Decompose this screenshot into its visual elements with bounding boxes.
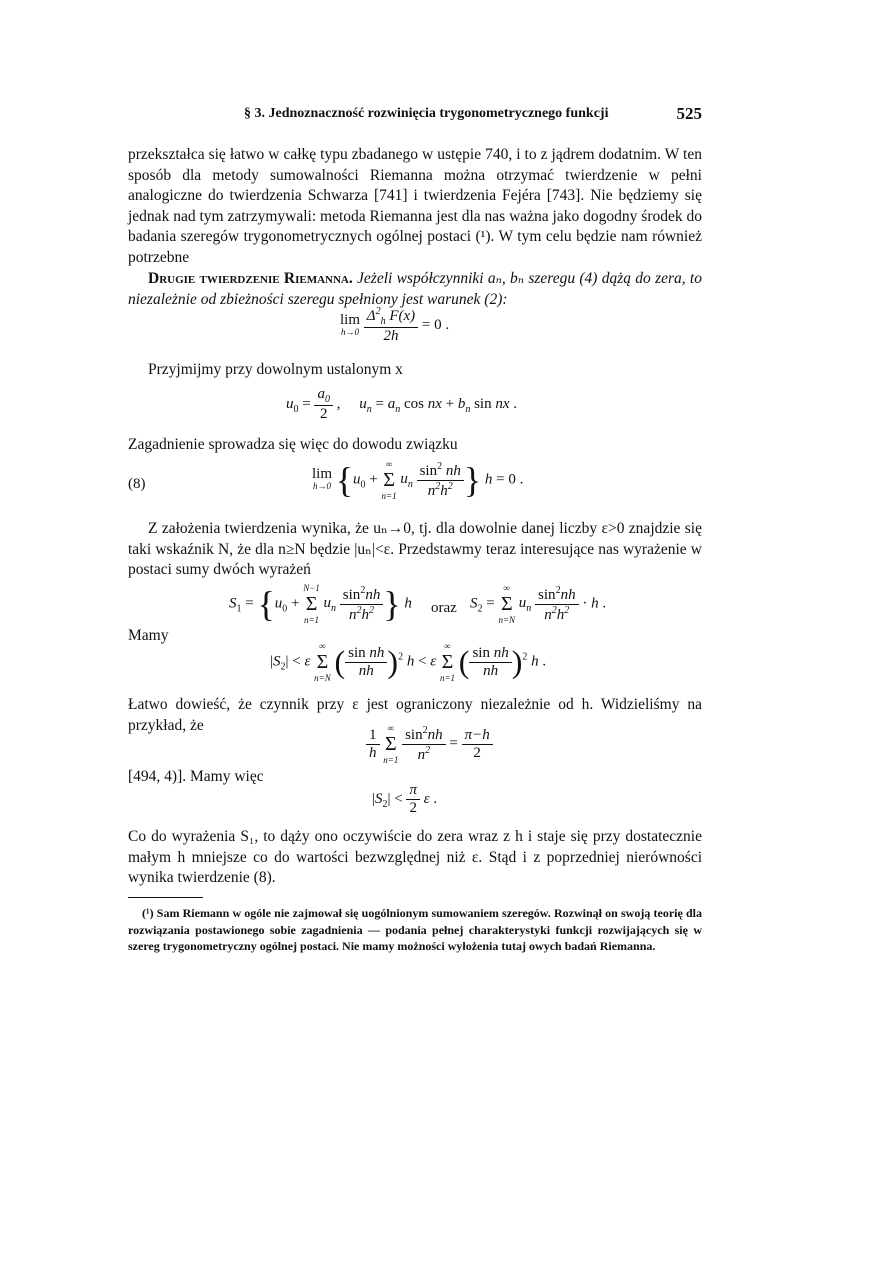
paragraph-conclusion: Co do wyrażenia S₁, to dąży ono oczywiście do zera wraz z h i staje się przy dostatecznie małym h mniejsze co do wartości bezwzględnej niż ε. Stąd i z poprzedniej nierówności wynika twierdzenie (8).: [128, 828, 702, 886]
section-title: § 3. Jednoznaczność rozwinięcia trygonometrycznego funkcji: [244, 106, 609, 121]
equation-limit-condition: lim h→0 $\frac{\Delta^2_h F(x)}{2h}$ = 0 .: [340, 306, 450, 344]
paragraph-przyjmijmy: Przyjmijmy przy dowolnym ustalonym x: [148, 361, 403, 378]
word-oraz: oraz: [431, 600, 457, 616]
equation-sum-identity: $\frac{1}{h}$ ∞ Σ n=1 $\frac{\sin^2nh}{n^2}$ = $\frac{\pi-h}{2}$: [366, 722, 493, 766]
equation-s2: $S_2$ = ∞ Σ n=N $u_n$ $\frac{\sin^2nh}{n^2h^2}$ · h .: [470, 583, 607, 625]
equation-s1: $S_1 = \{u_0$ + N−1 Σ n=1 $u_n$ $\frac{\sin^2nh}{n^2h^2}$ } h: [229, 583, 412, 625]
page-number: 525: [676, 104, 702, 123]
footnote-rule: [128, 897, 203, 898]
equation-8: lim h→0 {$u_0$ + ∞ Σ n=1 $u_n$ $\frac{\sin^2 nh}{n^2h^2}$ } h = 0 .: [312, 459, 524, 501]
theorem-body: Jeżeli współczynniki aₙ, bₙ szeregu (4) dążą do zera, to niezależnie od zbieżności szeregu spełniony jest warunek (2):: [128, 270, 702, 308]
theorem-statement: [128, 269, 702, 310]
equation-label-8: (8): [128, 476, 146, 492]
paragraph-zagadnienie: Zagadnienie sprowadza się więc do dowodu związku: [128, 436, 458, 453]
equation-s2-final: $|S_2|$ < $\frac{\pi}{2}$ ε .: [372, 782, 438, 816]
paragraph-latwo: Łatwo dowieść, że czynnik przy ε jest ograniczony niezależnie od h. Widzieliśmy na przykład, że: [128, 696, 702, 734]
word-mamy: Mamy: [128, 627, 169, 644]
paragraph-ref-494: [494, 4)]. Mamy więc: [128, 768, 264, 785]
paragraph-intro: przekształca się łatwo w całkę typu zbadanego w ustępie 740, i to z jądrem dodatnim. W ten sposób dla metody sumowalności Riemanna można otrzymać twierdzenie w pełni analogiczne do twierdzenia Schwarza [741] i twierdzenia Fejéra [743]. Nie będziemy się jednak nad tym zatrzymywali: metoda Riemanna jest dla nas ważna jako dogodny środek do badania szeregów trygonometrycznych ogólnej postaci (¹). W tym celu będzie nam również potrzebne: [128, 146, 702, 266]
theorem-name: Drugie twierdzenie Riemanna.: [148, 270, 353, 287]
running-header: [128, 104, 702, 124]
equation-s2-bound: $|S_2| < \varepsilon$ ∞ Σ n=N ( $\frac{\text{sin nh}}{nh}$ )$^2$ h < ε ∞ Σ n=1 ( $\frac{\text{sin nh}}{nh}$ )$^2$ h .: [270, 641, 547, 683]
footnote: (¹) Sam Riemann w ogóle nie zajmował się uogólnionym sumowaniem szeregów. Rozwinął on swoją teorię dla rozwiązania postawionego sobie zagadnienia — podania pełnej charakterystyki funkcji rozwijających się w szereg trygonometryczny ogólnej postaci. Nie mamy możności wyłożenia tutaj owych badań Riemanna.: [128, 906, 702, 953]
paragraph-zalozenia: Z założenia twierdzenia wynika, że uₙ→0, tj. dla dowolnie danej liczby ε>0 znajdzie się taki wskaźnik N, że dla n≥N będzie |uₙ|<ε. Przedstawmy teraz interesujące nas wyrażenie w postaci sumy dwóch wyrażeń: [128, 520, 702, 578]
equation-u-definitions: $u_0$ = $\frac{a_0}{2}$ , $u_n = a_n$ cos nx + $b_n$ sin nx .: [286, 386, 518, 422]
